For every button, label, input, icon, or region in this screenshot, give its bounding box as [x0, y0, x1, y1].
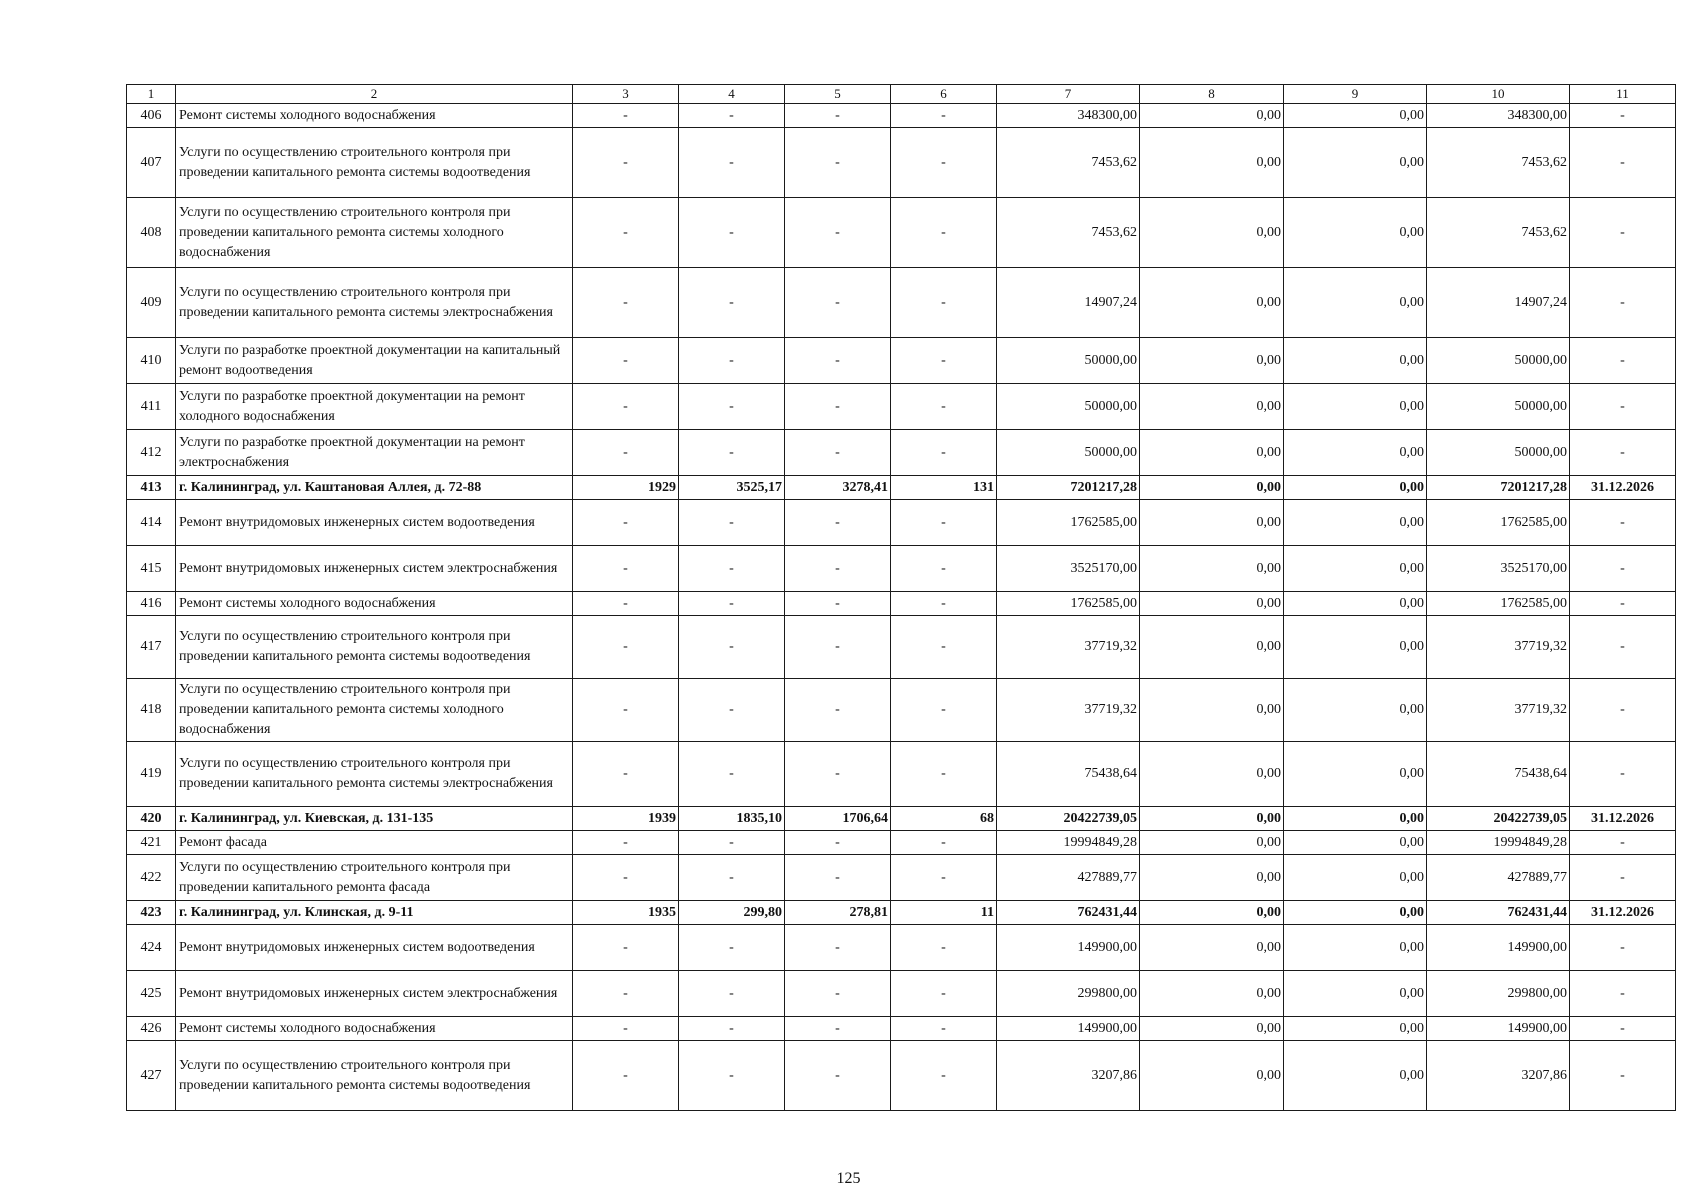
owners-funds-cell: 149900,00 [1427, 925, 1570, 971]
federal-funds-cell: 0,00 [1140, 546, 1284, 592]
deadline-cell: - [1570, 592, 1676, 616]
owners-funds-cell: 37719,32 [1427, 616, 1570, 679]
residents-cell: - [891, 546, 997, 592]
total-cost-cell: 762431,44 [997, 901, 1140, 925]
year-cell: - [573, 679, 679, 742]
year-cell: - [573, 855, 679, 901]
federal-funds-cell: 0,00 [1140, 500, 1284, 546]
work-name-cell: Ремонт фасада [176, 831, 573, 855]
table-row [127, 338, 1676, 384]
residents-cell: - [891, 742, 997, 807]
regional-funds-cell: 0,00 [1284, 500, 1427, 546]
row-number-cell: 417 [127, 616, 176, 679]
owners-funds-cell: 7201217,28 [1427, 476, 1570, 500]
residents-cell: - [891, 430, 997, 476]
column-number-7: 7 [997, 85, 1140, 104]
row-number-cell: 419 [127, 742, 176, 807]
owners-funds-cell: 1762585,00 [1427, 500, 1570, 546]
living-area-cell: - [785, 128, 891, 198]
owners-funds-cell: 20422739,05 [1427, 807, 1570, 831]
federal-funds-cell: 0,00 [1140, 268, 1284, 338]
owners-funds-cell: 348300,00 [1427, 104, 1570, 128]
regional-funds-cell: 0,00 [1284, 268, 1427, 338]
year-cell: - [573, 500, 679, 546]
federal-funds-cell: 0,00 [1140, 1017, 1284, 1041]
year-cell: - [573, 971, 679, 1017]
deadline-cell: 31.12.2026 [1570, 901, 1676, 925]
table-row [127, 616, 1676, 679]
living-area-cell: - [785, 546, 891, 592]
total-area-cell: - [679, 971, 785, 1017]
work-name-cell: Услуги по осуществлению строительного контроля при проведении капитального ремонта системы водоотведения [176, 616, 573, 679]
row-number-cell: 406 [127, 104, 176, 128]
row-number-cell: 418 [127, 679, 176, 742]
table-row [127, 807, 1676, 831]
federal-funds-cell: 0,00 [1140, 616, 1284, 679]
work-name-cell: Услуги по разработке проектной документации на капитальный ремонт водоотведения [176, 338, 573, 384]
owners-funds-cell: 299800,00 [1427, 971, 1570, 1017]
table-row [127, 384, 1676, 430]
living-area-cell: - [785, 198, 891, 268]
regional-funds-cell: 0,00 [1284, 338, 1427, 384]
table-row [127, 592, 1676, 616]
regional-funds-cell: 0,00 [1284, 1041, 1427, 1111]
residents-cell: - [891, 592, 997, 616]
total-cost-cell: 299800,00 [997, 971, 1140, 1017]
row-number-cell: 415 [127, 546, 176, 592]
table-row [127, 268, 1676, 338]
deadline-cell: - [1570, 971, 1676, 1017]
federal-funds-cell: 0,00 [1140, 104, 1284, 128]
work-name-cell: Услуги по осуществлению строительного контроля при проведении капитального ремонта системы холодного водоснабжения [176, 198, 573, 268]
living-area-cell: - [785, 925, 891, 971]
residents-cell: - [891, 679, 997, 742]
row-number-cell: 423 [127, 901, 176, 925]
total-area-cell: 3525,17 [679, 476, 785, 500]
total-cost-cell: 7453,62 [997, 128, 1140, 198]
regional-funds-cell: 0,00 [1284, 546, 1427, 592]
living-area-cell: - [785, 855, 891, 901]
year-cell: - [573, 1041, 679, 1111]
living-area-cell: - [785, 384, 891, 430]
regional-funds-cell: 0,00 [1284, 901, 1427, 925]
total-area-cell: - [679, 104, 785, 128]
residents-cell: - [891, 268, 997, 338]
federal-funds-cell: 0,00 [1140, 476, 1284, 500]
total-area-cell: - [679, 1017, 785, 1041]
table-row [127, 198, 1676, 268]
deadline-cell: - [1570, 338, 1676, 384]
deadline-cell: - [1570, 500, 1676, 546]
row-number-cell: 407 [127, 128, 176, 198]
year-cell: - [573, 128, 679, 198]
table-row [127, 831, 1676, 855]
row-number-cell: 425 [127, 971, 176, 1017]
total-area-cell: - [679, 616, 785, 679]
owners-funds-cell: 50000,00 [1427, 430, 1570, 476]
table-row [127, 430, 1676, 476]
total-area-cell: - [679, 500, 785, 546]
total-cost-cell: 75438,64 [997, 742, 1140, 807]
work-name-cell: Услуги по разработке проектной документации на ремонт холодного водоснабжения [176, 384, 573, 430]
deadline-cell: - [1570, 679, 1676, 742]
total-area-cell: - [679, 855, 785, 901]
row-number-cell: 422 [127, 855, 176, 901]
deadline-cell: - [1570, 384, 1676, 430]
deadline-cell: - [1570, 616, 1676, 679]
total-cost-cell: 37719,32 [997, 616, 1140, 679]
residents-cell: - [891, 1041, 997, 1111]
regional-funds-cell: 0,00 [1284, 128, 1427, 198]
regional-funds-cell: 0,00 [1284, 807, 1427, 831]
deadline-cell: - [1570, 1017, 1676, 1041]
year-cell: - [573, 546, 679, 592]
living-area-cell: - [785, 268, 891, 338]
year-cell: - [573, 616, 679, 679]
living-area-cell: - [785, 430, 891, 476]
owners-funds-cell: 19994849,28 [1427, 831, 1570, 855]
deadline-cell: - [1570, 742, 1676, 807]
column-number-6: 6 [891, 85, 997, 104]
total-cost-cell: 20422739,05 [997, 807, 1140, 831]
column-number-11: 11 [1570, 85, 1676, 104]
owners-funds-cell: 14907,24 [1427, 268, 1570, 338]
total-area-cell: - [679, 546, 785, 592]
living-area-cell: - [785, 104, 891, 128]
total-cost-cell: 50000,00 [997, 384, 1140, 430]
year-cell: 1939 [573, 807, 679, 831]
owners-funds-cell: 3525170,00 [1427, 546, 1570, 592]
federal-funds-cell: 0,00 [1140, 925, 1284, 971]
work-name-cell: Услуги по осуществлению строительного контроля при проведении капитального ремонта системы водоотведения [176, 128, 573, 198]
total-cost-cell: 149900,00 [997, 1017, 1140, 1041]
year-cell: - [573, 104, 679, 128]
living-area-cell: - [785, 1017, 891, 1041]
table-row [127, 971, 1676, 1017]
regional-funds-cell: 0,00 [1284, 430, 1427, 476]
table-row [127, 742, 1676, 807]
row-number-cell: 411 [127, 384, 176, 430]
total-cost-cell: 348300,00 [997, 104, 1140, 128]
total-cost-cell: 427889,77 [997, 855, 1140, 901]
year-cell: - [573, 925, 679, 971]
year-cell: - [573, 338, 679, 384]
federal-funds-cell: 0,00 [1140, 384, 1284, 430]
total-cost-cell: 50000,00 [997, 430, 1140, 476]
work-name-cell: Услуги по осуществлению строительного контроля при проведении капитального ремонта системы электроснабжения [176, 742, 573, 807]
federal-funds-cell: 0,00 [1140, 198, 1284, 268]
work-name-cell: Услуги по осуществлению строительного контроля при проведении капитального ремонта фасада [176, 855, 573, 901]
row-number-cell: 414 [127, 500, 176, 546]
row-number-cell: 408 [127, 198, 176, 268]
owners-funds-cell: 427889,77 [1427, 855, 1570, 901]
header-row [127, 85, 1676, 104]
federal-funds-cell: 0,00 [1140, 807, 1284, 831]
residents-cell: - [891, 616, 997, 679]
table-row [127, 1017, 1676, 1041]
table-row [127, 925, 1676, 971]
federal-funds-cell: 0,00 [1140, 1041, 1284, 1111]
deadline-cell: - [1570, 268, 1676, 338]
total-area-cell: - [679, 679, 785, 742]
work-name-cell: Услуги по осуществлению строительного контроля при проведении капитального ремонта системы водоотведения [176, 1041, 573, 1111]
living-area-cell: - [785, 1041, 891, 1111]
table-row [127, 855, 1676, 901]
year-cell: - [573, 592, 679, 616]
column-number-9: 9 [1284, 85, 1427, 104]
deadline-cell: - [1570, 855, 1676, 901]
regional-funds-cell: 0,00 [1284, 742, 1427, 807]
total-cost-cell: 3525170,00 [997, 546, 1140, 592]
regional-funds-cell: 0,00 [1284, 616, 1427, 679]
year-cell: - [573, 198, 679, 268]
year-cell: - [573, 1017, 679, 1041]
regional-funds-cell: 0,00 [1284, 971, 1427, 1017]
total-cost-cell: 37719,32 [997, 679, 1140, 742]
regional-funds-cell: 0,00 [1284, 198, 1427, 268]
residents-cell: - [891, 1017, 997, 1041]
total-area-cell: - [679, 742, 785, 807]
work-name-cell: г. Калининград, ул. Киевская, д. 131-135 [176, 807, 573, 831]
deadline-cell: - [1570, 430, 1676, 476]
regional-funds-cell: 0,00 [1284, 831, 1427, 855]
column-number-8: 8 [1140, 85, 1284, 104]
work-name-cell: Ремонт системы холодного водоснабжения [176, 592, 573, 616]
column-number-4: 4 [679, 85, 785, 104]
residents-cell: - [891, 128, 997, 198]
federal-funds-cell: 0,00 [1140, 742, 1284, 807]
regional-funds-cell: 0,00 [1284, 1017, 1427, 1041]
year-cell: 1935 [573, 901, 679, 925]
total-area-cell: - [679, 198, 785, 268]
total-area-cell: - [679, 338, 785, 384]
federal-funds-cell: 0,00 [1140, 901, 1284, 925]
total-cost-cell: 1762585,00 [997, 500, 1140, 546]
total-area-cell: 1835,10 [679, 807, 785, 831]
page-number: 125 [836, 1170, 861, 1187]
total-cost-cell: 50000,00 [997, 338, 1140, 384]
work-name-cell: Ремонт внутридомовых инженерных систем электроснабжения [176, 546, 573, 592]
living-area-cell: - [785, 742, 891, 807]
owners-funds-cell: 37719,32 [1427, 679, 1570, 742]
owners-funds-cell: 50000,00 [1427, 384, 1570, 430]
total-cost-cell: 7201217,28 [997, 476, 1140, 500]
residents-cell: - [891, 338, 997, 384]
owners-funds-cell: 50000,00 [1427, 338, 1570, 384]
work-name-cell: г. Калининград, ул. Клинская, д. 9-11 [176, 901, 573, 925]
total-area-cell: - [679, 592, 785, 616]
deadline-cell: - [1570, 1041, 1676, 1111]
total-area-cell: - [679, 1041, 785, 1111]
row-number-cell: 413 [127, 476, 176, 500]
total-area-cell: - [679, 384, 785, 430]
deadline-cell: - [1570, 925, 1676, 971]
deadline-cell: - [1570, 831, 1676, 855]
table-row [127, 546, 1676, 592]
residents-cell: - [891, 971, 997, 1017]
owners-funds-cell: 7453,62 [1427, 128, 1570, 198]
work-name-cell: Ремонт внутридомовых инженерных систем электроснабжения [176, 971, 573, 1017]
residents-cell: - [891, 384, 997, 430]
residents-cell: - [891, 104, 997, 128]
total-area-cell: 299,80 [679, 901, 785, 925]
living-area-cell: - [785, 592, 891, 616]
regional-funds-cell: 0,00 [1284, 855, 1427, 901]
column-number-5: 5 [785, 85, 891, 104]
federal-funds-cell: 0,00 [1140, 971, 1284, 1017]
residents-cell: 131 [891, 476, 997, 500]
total-area-cell: - [679, 268, 785, 338]
living-area-cell: - [785, 679, 891, 742]
owners-funds-cell: 1762585,00 [1427, 592, 1570, 616]
year-cell: - [573, 430, 679, 476]
row-number-cell: 427 [127, 1041, 176, 1111]
living-area-cell: - [785, 338, 891, 384]
row-number-cell: 412 [127, 430, 176, 476]
deadline-cell: - [1570, 128, 1676, 198]
regional-funds-cell: 0,00 [1284, 384, 1427, 430]
residents-cell: 68 [891, 807, 997, 831]
year-cell: - [573, 268, 679, 338]
owners-funds-cell: 762431,44 [1427, 901, 1570, 925]
federal-funds-cell: 0,00 [1140, 592, 1284, 616]
total-area-cell: - [679, 831, 785, 855]
column-number-1: 1 [127, 85, 176, 104]
year-cell: 1929 [573, 476, 679, 500]
table-row [127, 128, 1676, 198]
total-area-cell: - [679, 925, 785, 971]
regional-funds-cell: 0,00 [1284, 925, 1427, 971]
living-area-cell: - [785, 616, 891, 679]
column-number-3: 3 [573, 85, 679, 104]
living-area-cell: 3278,41 [785, 476, 891, 500]
total-area-cell: - [679, 128, 785, 198]
residents-cell: - [891, 855, 997, 901]
row-number-cell: 416 [127, 592, 176, 616]
federal-funds-cell: 0,00 [1140, 430, 1284, 476]
federal-funds-cell: 0,00 [1140, 679, 1284, 742]
regional-funds-cell: 0,00 [1284, 679, 1427, 742]
total-cost-cell: 14907,24 [997, 268, 1140, 338]
row-number-cell: 426 [127, 1017, 176, 1041]
year-cell: - [573, 742, 679, 807]
federal-funds-cell: 0,00 [1140, 831, 1284, 855]
work-name-cell: г. Калининград, ул. Каштановая Аллея, д. 72-88 [176, 476, 573, 500]
work-name-cell: Ремонт внутридомовых инженерных систем водоотведения [176, 500, 573, 546]
work-name-cell: Услуги по осуществлению строительного контроля при проведении капитального ремонта системы электроснабжения [176, 268, 573, 338]
regional-funds-cell: 0,00 [1284, 104, 1427, 128]
row-number-cell: 424 [127, 925, 176, 971]
owners-funds-cell: 3207,86 [1427, 1041, 1570, 1111]
work-name-cell: Ремонт системы холодного водоснабжения [176, 1017, 573, 1041]
total-cost-cell: 149900,00 [997, 925, 1140, 971]
deadline-cell: - [1570, 198, 1676, 268]
row-number-cell: 421 [127, 831, 176, 855]
work-name-cell: Ремонт системы холодного водоснабжения [176, 104, 573, 128]
owners-funds-cell: 75438,64 [1427, 742, 1570, 807]
table-row [127, 1041, 1676, 1111]
total-cost-cell: 3207,86 [997, 1041, 1140, 1111]
row-number-cell: 410 [127, 338, 176, 384]
capital-repair-table [126, 84, 1676, 1111]
federal-funds-cell: 0,00 [1140, 128, 1284, 198]
row-number-cell: 420 [127, 807, 176, 831]
living-area-cell: - [785, 500, 891, 546]
work-name-cell: Ремонт внутридомовых инженерных систем водоотведения [176, 925, 573, 971]
work-name-cell: Услуги по осуществлению строительного контроля при проведении капитального ремонта системы холодного водоснабжения [176, 679, 573, 742]
table-row [127, 901, 1676, 925]
deadline-cell: 31.12.2026 [1570, 807, 1676, 831]
row-number-cell: 409 [127, 268, 176, 338]
residents-cell: - [891, 925, 997, 971]
federal-funds-cell: 0,00 [1140, 338, 1284, 384]
regional-funds-cell: 0,00 [1284, 592, 1427, 616]
year-cell: - [573, 831, 679, 855]
owners-funds-cell: 7453,62 [1427, 198, 1570, 268]
year-cell: - [573, 384, 679, 430]
table-row [127, 500, 1676, 546]
deadline-cell: - [1570, 546, 1676, 592]
living-area-cell: - [785, 971, 891, 1017]
living-area-cell: 278,81 [785, 901, 891, 925]
deadline-cell: - [1570, 104, 1676, 128]
total-cost-cell: 1762585,00 [997, 592, 1140, 616]
living-area-cell: - [785, 831, 891, 855]
work-name-cell: Услуги по разработке проектной документации на ремонт электроснабжения [176, 430, 573, 476]
residents-cell: - [891, 198, 997, 268]
total-cost-cell: 19994849,28 [997, 831, 1140, 855]
table-row [127, 476, 1676, 500]
table-row [127, 104, 1676, 128]
residents-cell: 11 [891, 901, 997, 925]
federal-funds-cell: 0,00 [1140, 855, 1284, 901]
column-number-10: 10 [1427, 85, 1570, 104]
residents-cell: - [891, 500, 997, 546]
table-row [127, 679, 1676, 742]
living-area-cell: 1706,64 [785, 807, 891, 831]
total-area-cell: - [679, 430, 785, 476]
owners-funds-cell: 149900,00 [1427, 1017, 1570, 1041]
total-cost-cell: 7453,62 [997, 198, 1140, 268]
residents-cell: - [891, 831, 997, 855]
column-number-2: 2 [176, 85, 573, 104]
regional-funds-cell: 0,00 [1284, 476, 1427, 500]
deadline-cell: 31.12.2026 [1570, 476, 1676, 500]
